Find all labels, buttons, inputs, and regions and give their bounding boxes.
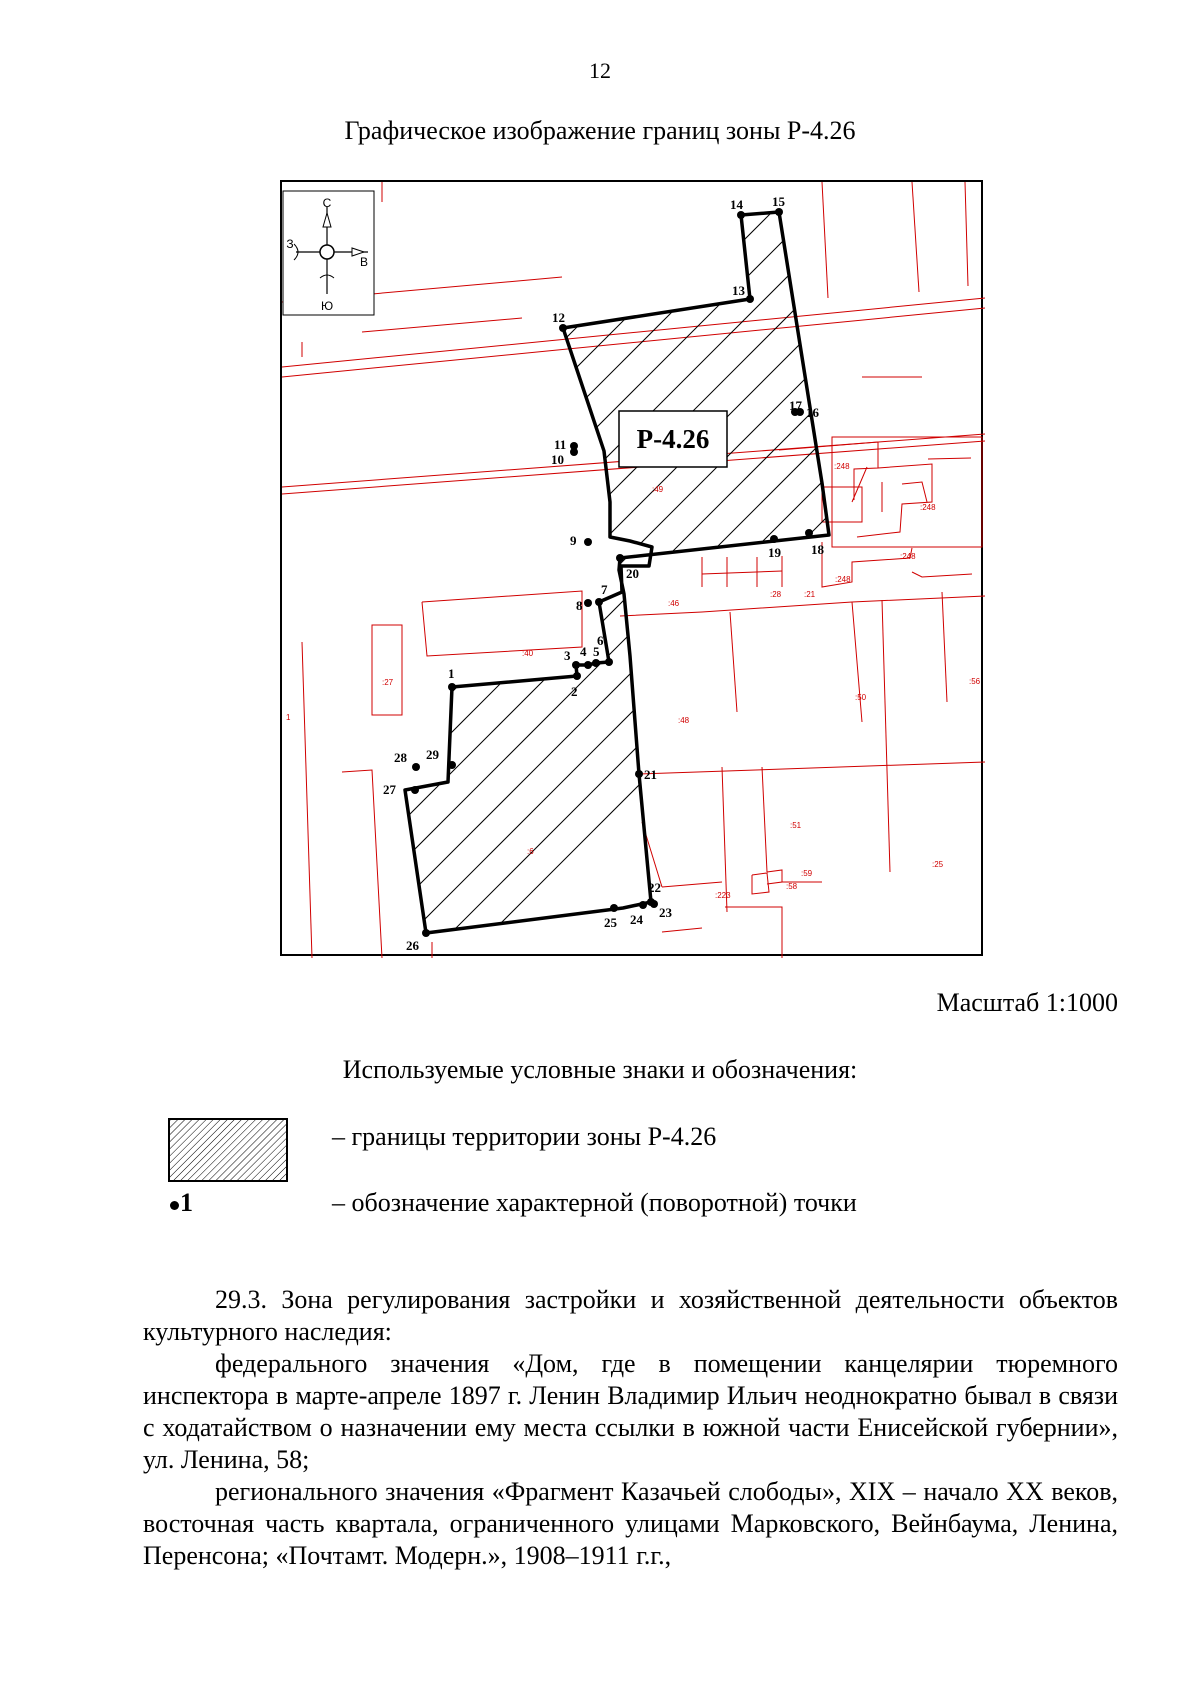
zone-boundary [405, 212, 829, 933]
point-label: 29 [426, 747, 439, 762]
zone-map [280, 180, 983, 956]
svg-text:Ю: Ю [320, 299, 334, 313]
point-label: 9 [570, 533, 577, 548]
point-label: 6 [597, 633, 604, 648]
point-label: 20 [626, 566, 639, 581]
parcel-label: :25 [932, 860, 944, 869]
parcel-label: 1 [286, 713, 291, 722]
point-label: 1 [448, 666, 455, 681]
parcel-label: :248 [835, 575, 851, 584]
point-label: 28 [394, 750, 407, 765]
map-title: Графическое изображение границ зоны Р-4.26 [344, 116, 856, 145]
parcel-label: :59 [801, 869, 813, 878]
parcel-label: :46 [668, 599, 680, 608]
parcel-label: :248 [834, 462, 850, 471]
point-label: 27 [383, 782, 396, 797]
point-label: 10 [551, 452, 564, 467]
paragraph: регионального значения «Фрагмент Казачьей слободы», XIX – начало XX веков, восточная часть квартала, ограниченного улицами Марковского, Вейнбаума, Ленина, Перенсона; «Почтамт. Модерн.», 1908–1911 г.г., [143, 1477, 1118, 1570]
point-label: 19 [768, 545, 781, 560]
parcel-label: :40 [522, 649, 534, 658]
parcel-label: :21 [804, 590, 816, 599]
point-label: 18 [811, 542, 824, 557]
point-label: 16 [806, 405, 819, 420]
point-label: 23 [659, 905, 672, 920]
parcel-label: :58 [786, 882, 798, 891]
legend-point-number: 1 [180, 1188, 193, 1217]
svg-text:В: В [359, 255, 369, 269]
point-label: 21 [644, 767, 657, 782]
scale-label: Масштаб 1:1000 [936, 988, 1118, 1017]
legend-point-text: – обозначение характерной (поворотной) точки [332, 1188, 857, 1217]
parcel-label: :56 [969, 677, 981, 686]
svg-text:З: З [286, 237, 294, 251]
point-label: 22 [648, 880, 661, 895]
parcel-label: :28 [770, 590, 782, 599]
paragraph: федерального значения «Дом, где в помещении канцелярии тюремного инспектора в марте-апреле 1897 г. Ленин Владимир Ильич неоднократно бывал в связи с ходатайством о назначении ему места ссылки в южной части Енисейской губернии», ул. Ленина, 58; [143, 1349, 1118, 1474]
zone-label: Р-4.26 [636, 424, 710, 454]
point-label: 14 [730, 197, 743, 212]
point-label: 25 [604, 915, 617, 930]
point-label: 15 [772, 194, 785, 209]
parcel-label: :223 [715, 891, 731, 900]
parcel-label: :27 [382, 678, 394, 687]
page-number: 12 [589, 58, 611, 83]
parcel-label: :48 [678, 716, 690, 725]
point-dot-icon [170, 1201, 179, 1210]
parcel-label: :248 [900, 552, 916, 561]
point-label: 26 [406, 938, 419, 953]
paragraph: 29.3. Зона регулирования застройки и хозяйственной деятельности объектов культурного наследия: [143, 1285, 1118, 1346]
point-label: 12 [552, 310, 565, 325]
parcel-label: :248 [920, 503, 936, 512]
point-label: 4 [580, 644, 587, 659]
body-text [143, 1284, 1118, 1572]
point-label: 7 [601, 582, 608, 597]
parcel-label: :51 [790, 821, 802, 830]
point-label: 24 [630, 912, 643, 927]
compass-rose-icon [283, 191, 374, 315]
point-label: 5 [593, 644, 600, 659]
legend-title: Используемые условные знаки и обозначения: [342, 1055, 858, 1084]
point-label: 2 [571, 684, 578, 699]
parcel-label: :50 [855, 693, 867, 702]
hatch-swatch [168, 1118, 288, 1182]
legend-hatch-text: – границы территории зоны Р-4.26 [332, 1122, 717, 1151]
point-label: 8 [576, 598, 583, 613]
svg-text:С: С [322, 196, 332, 210]
legend-point-symbol [170, 1188, 193, 1218]
point-label: 17 [789, 398, 802, 413]
point-label: 3 [564, 648, 571, 663]
point-label: 11 [554, 437, 567, 452]
point-label: 13 [732, 283, 745, 298]
parcel-label: :6 [527, 847, 534, 856]
parcel-label: :49 [652, 485, 664, 494]
